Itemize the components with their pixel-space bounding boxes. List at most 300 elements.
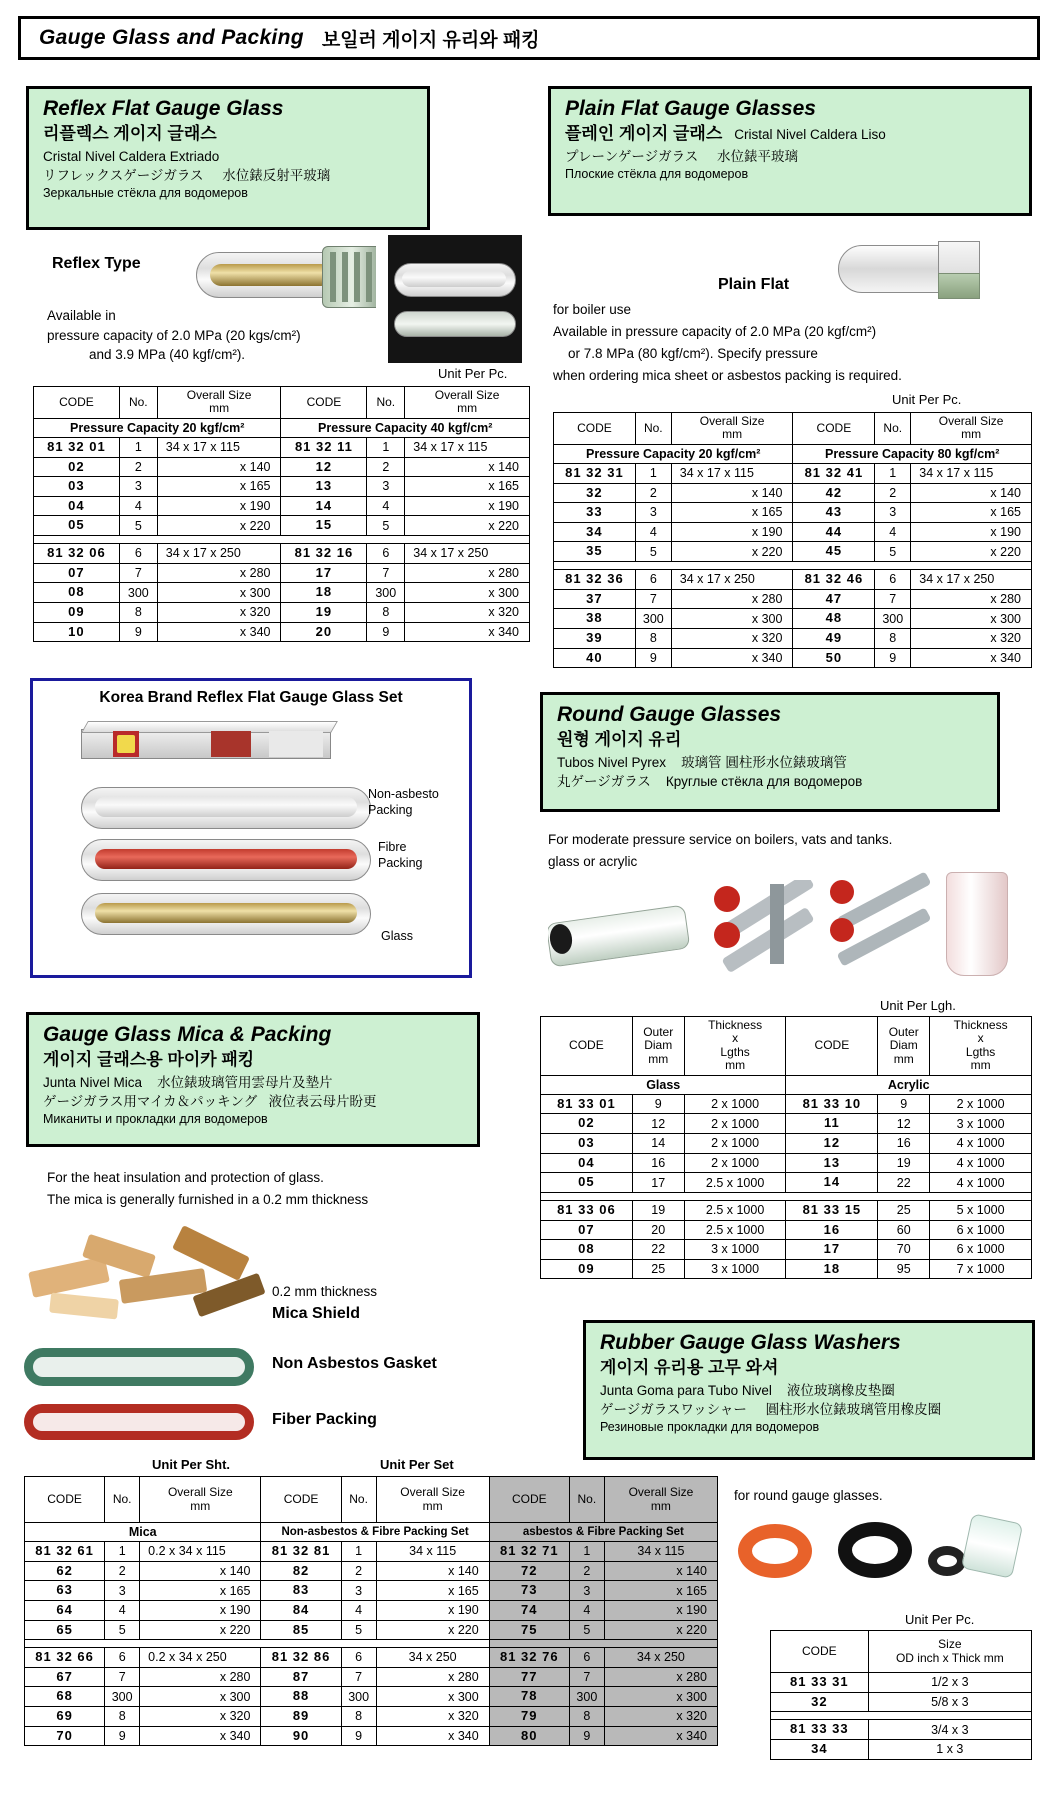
cell-thk: 2 x 1000 <box>684 1134 786 1154</box>
cell-no: 1 <box>569 1542 604 1562</box>
cell-code: 81 32 31 <box>554 463 636 483</box>
reflex-band-left: Pressure Capacity 20 kgf/cm² <box>34 418 281 437</box>
cell-no: 4 <box>341 1600 376 1620</box>
round-es-cn <box>557 753 987 772</box>
cell-no: 1 <box>341 1542 376 1562</box>
reflex-table <box>33 386 530 642</box>
cell-size: x 220 <box>911 542 1032 562</box>
mica-chips-illustration <box>24 1222 304 1332</box>
plain-line2: Available in pressure capacity of 2.0 MPa (20 kgf/cm²) <box>553 324 877 339</box>
table-row <box>771 1692 1032 1712</box>
plain-table <box>553 412 1032 668</box>
cell-no: 2 <box>367 457 405 477</box>
reflex-hdr-size-r2: mm <box>457 401 478 416</box>
table-row <box>25 1667 718 1687</box>
cell-code: 81 33 15 <box>786 1200 878 1220</box>
plain-title-es: Cristal Nivel Caldera Liso <box>734 127 886 143</box>
cell-code: 44 <box>793 522 875 542</box>
table-row <box>34 516 530 536</box>
round-unit: Unit Per Lgh. <box>880 998 956 1013</box>
reflex-title-cn: 水位錶反射平玻璃 <box>222 168 331 184</box>
cell-no: 9 <box>569 1726 604 1746</box>
cell-code: 15 <box>281 516 367 536</box>
cell-thk: 2.5 x 1000 <box>684 1220 786 1240</box>
cell-size: x 280 <box>157 563 281 583</box>
table-row <box>541 1200 1032 1220</box>
rubber-unit: Unit Per Pc. <box>905 1612 975 1627</box>
cell-no: 1 <box>635 463 671 483</box>
cell-no: 5 <box>367 516 405 536</box>
plain-hdr-size-r <box>911 413 1032 445</box>
cell-no: 4 <box>367 496 405 516</box>
cell-size: x 220 <box>140 1620 261 1640</box>
cell-size: 34 x 17 x 115 <box>671 463 793 483</box>
cell-od: 22 <box>632 1240 684 1260</box>
round-hdr-thk-r2: x <box>977 1031 984 1046</box>
cell-size: x 190 <box>376 1600 489 1620</box>
cell-thk: 4 x 1000 <box>930 1134 1032 1154</box>
cell-no: 8 <box>119 602 157 622</box>
cell-size: 34 x 17 x 250 <box>671 570 793 590</box>
plain-type-label: Plain Flat <box>718 276 790 293</box>
reflex-hdr-no-r: No. <box>367 387 405 419</box>
korea-label-nonasbesto: Non-asbesto <box>368 787 439 801</box>
rubber-title-jp: ゲージガラスワッシャー <box>600 1402 747 1418</box>
cell-code: 17 <box>281 563 367 583</box>
cell-no: 3 <box>119 477 157 497</box>
cell-thk: 2 x 1000 <box>684 1114 786 1134</box>
korea-label-fibre-group <box>378 839 422 872</box>
round-title-box <box>540 692 1000 812</box>
cell-code: 70 <box>25 1726 105 1746</box>
cell-size: 34 x 115 <box>604 1542 717 1562</box>
mica-title: Gauge Glass Mica & Packing <box>43 1023 332 1046</box>
round-title-ru: Круглые стёкла для водомеров <box>665 774 863 790</box>
cell-size: x 300 <box>376 1687 489 1707</box>
cell-code: 48 <box>793 609 875 629</box>
cell-thk: 4 x 1000 <box>930 1173 1032 1193</box>
cell-od: 16 <box>878 1134 930 1154</box>
plain-title-jp: プレーンゲージガラス <box>565 148 699 164</box>
table-row <box>25 1600 718 1620</box>
cell-no: 8 <box>875 628 911 648</box>
banner-title-en: Gauge Glass and Packing <box>39 26 304 49</box>
table-row <box>541 1153 1032 1173</box>
table-row <box>554 503 1032 523</box>
reflex-title-box <box>26 86 430 230</box>
cell-no: 3 <box>105 1581 140 1601</box>
cell-size: x 190 <box>140 1600 261 1620</box>
cell-no: 300 <box>569 1687 604 1707</box>
cell-no: 5 <box>875 542 911 562</box>
cell-size: x 300 <box>604 1687 717 1707</box>
round-table <box>540 1016 1032 1279</box>
round-band-left: Glass <box>541 1075 786 1094</box>
cell-no: 1 <box>105 1542 140 1562</box>
reflex-title-jp-cn <box>43 166 417 185</box>
cell-code: 81 33 10 <box>786 1094 878 1114</box>
cell-od: 12 <box>632 1114 684 1134</box>
cell-size: 34 x 17 x 250 <box>911 570 1032 590</box>
rubber-es-cn <box>600 1381 1022 1400</box>
cell-size: x 340 <box>671 648 793 668</box>
cell-thk: 7 x 1000 <box>930 1259 1032 1279</box>
cell-size: 0.2 x 34 x 115 <box>140 1542 261 1562</box>
table-row <box>34 544 530 564</box>
cell-code: 33 <box>554 503 636 523</box>
korea-set-box-image <box>81 719 341 775</box>
cell-no: 5 <box>635 542 671 562</box>
cell-thk: 2 x 1000 <box>684 1094 786 1114</box>
cell-code: 81 33 31 <box>771 1673 869 1693</box>
korea-set-box <box>30 678 472 978</box>
reflex-hdr-size-l <box>157 387 281 419</box>
cell-code: 79 <box>489 1707 569 1727</box>
table-row <box>554 570 1032 590</box>
cell-no: 9 <box>635 648 671 668</box>
cell-code: 12 <box>786 1134 878 1154</box>
bottom-hdr-size-1a: Overall Size <box>167 1485 233 1500</box>
cell-code: 08 <box>34 583 120 603</box>
cell-code: 04 <box>541 1153 633 1173</box>
reflex-availability <box>47 306 377 365</box>
bottom-hdr-no-3: No. <box>569 1477 604 1523</box>
cell-size: x 140 <box>604 1561 717 1581</box>
bottom-hdr-code-3: CODE <box>489 1477 569 1523</box>
round-hdr-od-l3: mm <box>648 1051 669 1066</box>
banner-title-ko: 보일러 게이지 유리와 패킹 <box>321 29 540 51</box>
cell-no: 5 <box>105 1620 140 1640</box>
cell-code: 05 <box>541 1173 633 1193</box>
cell-size: 0.2 x 34 x 250 <box>140 1648 261 1668</box>
cell-size: 34 x 17 x 115 <box>405 437 530 457</box>
reflex-hdr-size-r <box>405 387 530 419</box>
table-row <box>25 1726 718 1746</box>
cell-code: 83 <box>261 1581 341 1601</box>
bottom-hdr-size-3a: Overall Size <box>628 1485 694 1500</box>
table-row <box>554 648 1032 668</box>
cell-no: 4 <box>569 1600 604 1620</box>
cell-od: 19 <box>632 1200 684 1220</box>
mica-jp-cn2 <box>43 1092 467 1111</box>
round-hdr-code-r: CODE <box>786 1017 878 1076</box>
table-row <box>25 1648 718 1668</box>
rubber-title-ru: Резиновые прокладки для водомеров <box>600 1420 820 1435</box>
fiber-packing-illustration <box>24 1398 264 1450</box>
cell-code: 62 <box>25 1561 105 1581</box>
cell-size: 1 x 3 <box>868 1739 1031 1759</box>
plain-illustration <box>838 235 998 325</box>
bottom-band-asb: asbestos & Fibre Packing Set <box>489 1523 717 1542</box>
cell-no: 4 <box>105 1600 140 1620</box>
cell-size: x 340 <box>140 1726 261 1746</box>
cell-no: 8 <box>367 602 405 622</box>
rubber-table <box>770 1630 1032 1760</box>
bottom-hdr-size-3 <box>604 1477 717 1523</box>
cell-size: x 340 <box>376 1726 489 1746</box>
plain-hdr-no-r: No. <box>875 413 911 445</box>
reflex-hdr-size-l2: mm <box>209 401 230 416</box>
cell-no: 9 <box>367 622 405 642</box>
table-row <box>34 496 530 516</box>
reflex-photo <box>388 235 522 363</box>
round-title-jp: 丸ゲージガラス <box>557 774 651 790</box>
mica-title-jp: ゲージガラス用マイカ＆パッキング <box>43 1094 258 1110</box>
mica-line2: The mica is generally furnished in a 0.2 mm thickness <box>47 1192 369 1207</box>
cell-od: 12 <box>878 1114 930 1134</box>
cell-code: 14 <box>786 1173 878 1193</box>
cell-size: x 220 <box>157 516 281 536</box>
cell-code: 40 <box>554 648 636 668</box>
cell-no: 3 <box>367 477 405 497</box>
cell-size: x 190 <box>405 496 530 516</box>
cell-no: 8 <box>341 1707 376 1727</box>
cell-code: 04 <box>34 496 120 516</box>
table-row <box>554 542 1032 562</box>
cell-no: 6 <box>119 544 157 564</box>
table-row <box>554 522 1032 542</box>
table-row <box>554 609 1032 629</box>
cell-size: x 220 <box>604 1620 717 1640</box>
cell-no: 8 <box>569 1707 604 1727</box>
cell-no: 2 <box>341 1561 376 1581</box>
cell-code: 90 <box>261 1726 341 1746</box>
cell-no: 300 <box>875 609 911 629</box>
cell-no: 300 <box>119 583 157 603</box>
round-title-es: Tubos Nivel Pyrex <box>557 754 667 770</box>
plain-hdr-size-l1: Overall Size <box>699 414 765 428</box>
cell-size: 3/4 x 3 <box>868 1720 1031 1740</box>
reflex-avail-line1: Available in <box>47 308 116 323</box>
cell-code: 11 <box>786 1114 878 1134</box>
cell-code: 82 <box>261 1561 341 1581</box>
cell-code: 16 <box>786 1220 878 1240</box>
cell-no: 2 <box>569 1561 604 1581</box>
round-hdr-od-r1: Outer <box>888 1024 919 1039</box>
cell-size: x 165 <box>157 477 281 497</box>
cell-size: x 320 <box>376 1707 489 1727</box>
cell-code: 74 <box>489 1600 569 1620</box>
plain-title: Plain Flat Gauge Glasses <box>565 97 816 120</box>
cell-od: 25 <box>878 1200 930 1220</box>
plain-title-ru: Плоские стёкла для водомеров <box>565 167 749 182</box>
mica-title-ru: Миканиты и прокладки для водомеров <box>43 1112 268 1127</box>
cell-no: 4 <box>635 522 671 542</box>
cell-code: 50 <box>793 648 875 668</box>
bottom-hdr-size-2a: Overall Size <box>400 1485 465 1500</box>
cell-no: 300 <box>105 1687 140 1707</box>
cell-thk: 2 x 1000 <box>930 1094 1032 1114</box>
round-hdr-od-r2: Diam <box>889 1038 918 1053</box>
cell-no: 1 <box>119 437 157 457</box>
cell-code: 81 32 86 <box>261 1648 341 1668</box>
cell-thk: 3 x 1000 <box>684 1240 786 1260</box>
cell-no: 7 <box>119 563 157 583</box>
cell-code: 19 <box>281 602 367 622</box>
korea-label-nonasbesto-group <box>368 786 439 819</box>
cell-no: 6 <box>341 1648 376 1668</box>
bottom-table <box>24 1476 718 1746</box>
cell-code: 81 32 71 <box>489 1542 569 1562</box>
reflex-avail-line2: pressure capacity of 2.0 MPa (20 kgs/cm²) <box>47 327 301 343</box>
cell-no: 3 <box>875 503 911 523</box>
rubber-hdr-code: CODE <box>771 1631 869 1673</box>
table-row <box>541 1220 1032 1240</box>
rubber-title-cn2: 圓柱形水位錶玻璃管用橡皮圈 <box>765 1402 942 1418</box>
cell-code: 81 33 06 <box>541 1200 633 1220</box>
mica-cap-shield: Mica Shield <box>272 1305 361 1322</box>
bottom-hdr-size-1b: mm <box>190 1498 211 1513</box>
cell-thk: 6 x 1000 <box>930 1240 1032 1260</box>
table-row <box>25 1581 718 1601</box>
cell-code: 72 <box>489 1561 569 1581</box>
mica-cap-thickness: 0.2 mm thickness <box>272 1284 378 1299</box>
cell-code: 81 32 46 <box>793 570 875 590</box>
cell-size: x 280 <box>911 589 1032 609</box>
cell-no: 4 <box>119 496 157 516</box>
cell-thk: 2.5 x 1000 <box>684 1200 786 1220</box>
cell-size: 34 x 17 x 250 <box>157 544 281 564</box>
table-row <box>541 1240 1032 1260</box>
cell-size: x 300 <box>157 583 281 603</box>
cell-no: 5 <box>341 1620 376 1640</box>
table-row <box>25 1620 718 1640</box>
round-hdr-thk-r3: Lgths <box>965 1044 996 1059</box>
cell-code: 07 <box>34 563 120 583</box>
table-row <box>771 1739 1032 1759</box>
cell-code: 87 <box>261 1667 341 1687</box>
cell-od: 17 <box>632 1173 684 1193</box>
table-row <box>25 1542 718 1562</box>
cell-code: 67 <box>25 1667 105 1687</box>
round-hdr-thk-r4: mm <box>970 1058 991 1073</box>
cell-code: 34 <box>771 1739 869 1759</box>
round-hdr-thk-l4: mm <box>725 1058 746 1073</box>
cell-thk: 3 x 1000 <box>684 1259 786 1279</box>
cell-code: 14 <box>281 496 367 516</box>
cell-size: x 280 <box>140 1667 261 1687</box>
cell-no: 2 <box>105 1561 140 1581</box>
cell-od: 19 <box>878 1153 930 1173</box>
bottom-hdr-code-1: CODE <box>25 1477 105 1523</box>
cell-size: 34 x 17 x 250 <box>405 544 530 564</box>
rubber-hdr-size1: Size <box>938 1637 962 1652</box>
cell-no: 9 <box>119 622 157 642</box>
cell-size: x 340 <box>604 1726 717 1746</box>
round-hdr-thk-l2: x <box>732 1031 739 1046</box>
mica-title-cn: 水位錶玻璃管用雲母片及墊片 <box>157 1074 333 1090</box>
cell-size: x 320 <box>405 602 530 622</box>
cell-no: 1 <box>875 463 911 483</box>
cell-code: 81 32 01 <box>34 437 120 457</box>
round-hdr-thk-l <box>684 1017 786 1076</box>
round-hdr-thk-r <box>930 1017 1032 1076</box>
cell-no: 7 <box>635 589 671 609</box>
round-line1: For moderate pressure service on boilers, vats and tanks. <box>548 832 893 847</box>
cell-code: 03 <box>541 1134 633 1154</box>
bottom-hdr-size-1 <box>140 1477 261 1523</box>
cell-code: 69 <box>25 1707 105 1727</box>
fiber-packing-label: Fiber Packing <box>272 1411 377 1428</box>
round-title: Round Gauge Glasses <box>557 703 782 726</box>
cell-no: 7 <box>367 563 405 583</box>
cell-code: 18 <box>281 583 367 603</box>
cell-code: 81 32 36 <box>554 570 636 590</box>
cell-od: 9 <box>632 1094 684 1114</box>
reflex-hdr-size-l1: Overall Size <box>186 388 252 402</box>
cell-size: x 280 <box>671 589 793 609</box>
cell-code: 85 <box>261 1620 341 1640</box>
cell-code: 03 <box>34 477 120 497</box>
cell-size: x 300 <box>911 609 1032 629</box>
cell-code: 13 <box>281 477 367 497</box>
plain-title-jp-cn <box>565 147 1019 166</box>
table-row <box>25 1561 718 1581</box>
cell-code: 63 <box>25 1581 105 1601</box>
plain-hdr-size-r2: mm <box>961 427 982 442</box>
cell-code: 02 <box>541 1114 633 1134</box>
round-title-cn: 玻璃管 圓柱形水位錶玻璃管 <box>681 754 847 770</box>
round-band-right: Acrylic <box>786 1075 1032 1094</box>
cell-no: 4 <box>875 522 911 542</box>
cell-size: 5/8 x 3 <box>868 1692 1031 1712</box>
korea-label-fibre: Fibre <box>378 840 407 854</box>
korea-label-glass: Glass <box>381 929 413 943</box>
round-line2: glass or acrylic <box>548 854 638 869</box>
cell-no: 2 <box>635 483 671 503</box>
table-row <box>541 1094 1032 1114</box>
unit-per-set-label: Unit Per Set <box>380 1457 454 1472</box>
cell-code: 65 <box>25 1620 105 1640</box>
cell-code: 10 <box>34 622 120 642</box>
cell-code: 09 <box>541 1259 633 1279</box>
cell-thk: 2.5 x 1000 <box>684 1173 786 1193</box>
cell-no: 1 <box>367 437 405 457</box>
bottom-hdr-size-2 <box>376 1477 489 1523</box>
cell-code: 38 <box>554 609 636 629</box>
cell-size: x 165 <box>376 1581 489 1601</box>
cell-size: x 190 <box>671 522 793 542</box>
cell-no: 3 <box>569 1581 604 1601</box>
cell-no: 6 <box>635 570 671 590</box>
cell-no: 5 <box>569 1620 604 1640</box>
plain-line4: when ordering mica sheet or asbestos packing is required. <box>553 368 902 383</box>
cell-size: x 140 <box>376 1561 489 1581</box>
cell-no: 9 <box>875 648 911 668</box>
cell-size: x 340 <box>911 648 1032 668</box>
reflex-hdr-code-r: CODE <box>281 387 367 419</box>
rubber-title-es: Junta Goma para Tubo Nivel <box>600 1382 772 1398</box>
bottom-band-mica: Mica <box>25 1523 261 1542</box>
cell-od: 9 <box>878 1094 930 1114</box>
cell-size: 34 x 250 <box>376 1648 489 1668</box>
cell-code: 35 <box>554 542 636 562</box>
reflex-title-ru: Зеркальные стёкла для водомеров <box>43 186 248 201</box>
plain-line3: or 7.8 MPa (80 kgf/cm²). Specify pressure <box>568 346 818 361</box>
cell-code: 05 <box>34 516 120 536</box>
cell-no: 8 <box>105 1707 140 1727</box>
cell-size: x 190 <box>911 522 1032 542</box>
rubber-title: Rubber Gauge Glass Washers <box>600 1331 901 1354</box>
round-illustration <box>548 872 1018 992</box>
cell-size: x 140 <box>140 1561 261 1581</box>
cell-code: 81 32 11 <box>281 437 367 457</box>
mica-line1: For the heat insulation and protection of glass. <box>47 1170 324 1185</box>
table-row <box>34 563 530 583</box>
plain-band-right: Pressure Capacity 80 kgf/cm² <box>793 444 1032 463</box>
cell-no: 9 <box>341 1726 376 1746</box>
reflex-title-jp: リフレックスゲージガラス <box>43 168 204 184</box>
